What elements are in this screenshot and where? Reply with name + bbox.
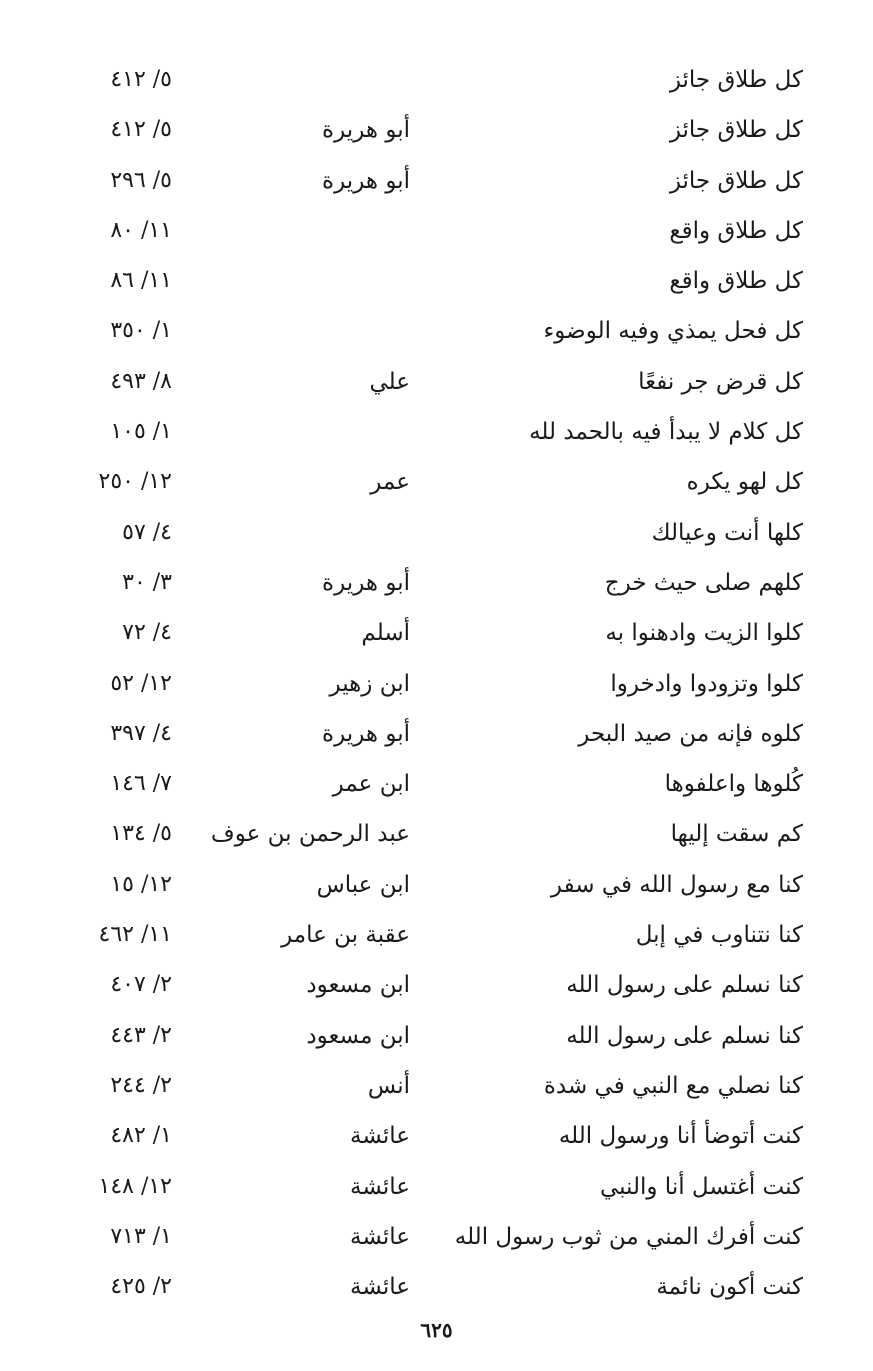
narrator-name: عائشة [350, 1173, 410, 1200]
hadith-text: كل طلاق جائز [669, 167, 803, 194]
hadith-text: كلها أنت وعيالك [651, 519, 803, 546]
volume-page-reference: ١٢/ ٢٥٠ [98, 469, 172, 495]
volume-page-reference: ٥/ ٤١٢ [110, 117, 172, 143]
hadith-text: كلهم صلى حيث خرج [604, 569, 803, 596]
volume-page-reference: ١/ ١٠٥ [110, 419, 172, 445]
volume-page-reference: ٤/ ٥٧ [122, 519, 172, 545]
hadith-text: كل طلاق واقع [669, 268, 803, 295]
hadith-text: كنا نصلي مع النبي في شدة [543, 1072, 803, 1099]
hadith-text: كنا مع رسول الله في سفر [550, 871, 803, 898]
index-row [0, 659, 873, 709]
index-row [0, 206, 873, 256]
volume-page-reference: ٧/ ١٤٦ [110, 771, 172, 797]
volume-page-reference: ٤/ ٧٢ [122, 620, 172, 646]
index-row [0, 709, 873, 759]
narrator-name: أبو هريرة [322, 167, 410, 194]
hadith-text: كنت أفرك المني من ثوب رسول الله [454, 1223, 803, 1250]
hadith-text: كنت أتوضأ أنا ورسول الله [558, 1123, 803, 1150]
narrator-name [180, 306, 410, 356]
index-row [0, 457, 873, 507]
index-row [0, 960, 873, 1010]
narrator-name [180, 55, 410, 105]
volume-page-reference: ١٢/ ٥٢ [110, 670, 172, 696]
narrator-name [180, 206, 410, 256]
hadith-text: كنا نتناوب في إبل [635, 922, 803, 949]
hadith-text: كنا نسلم على رسول الله [566, 972, 803, 999]
narrator-name: ابن مسعود [306, 972, 410, 999]
hadith-text: كلوا وتزودوا وادخروا [610, 670, 803, 697]
index-row [0, 55, 873, 105]
narrator-name: أنس [367, 1072, 410, 1099]
narrator-name: ابن مسعود [306, 1022, 410, 1049]
narrator-name: علي [369, 368, 410, 395]
hadith-text: كلوا الزيت وادهنوا به [605, 620, 803, 647]
narrator-name: أسلم [361, 620, 410, 647]
index-row [0, 407, 873, 457]
index-row [0, 1111, 873, 1161]
index-row [0, 1162, 873, 1212]
hadith-text: كل طلاق جائز [669, 67, 803, 93]
volume-page-reference: ٥/ ٢٩٦ [110, 167, 172, 193]
narrator-name: عبد الرحمن بن عوف [210, 821, 410, 848]
index-row [0, 809, 873, 859]
index-row [0, 1061, 873, 1111]
index-row [0, 558, 873, 608]
index-row [0, 357, 873, 407]
index-row [0, 910, 873, 960]
hadith-text: كل لهو يكره [686, 469, 803, 496]
narrator-name: عائشة [350, 1223, 410, 1250]
narrator-name: ابن عباس [316, 871, 410, 898]
narrator-name: أبو هريرة [322, 720, 410, 747]
volume-page-reference: ٥/ ١٣٤ [110, 821, 172, 847]
hadith-text: كلوه فإنه من صيد البحر [578, 720, 803, 747]
narrator-name: أبو هريرة [322, 117, 410, 144]
volume-page-reference: ١/ ٤٨٢ [110, 1123, 172, 1149]
index-row [0, 759, 873, 809]
hadith-text: كنا نسلم على رسول الله [566, 1022, 803, 1049]
index-row [0, 1262, 873, 1312]
volume-page-reference: ١١/ ٤٦٢ [98, 922, 172, 948]
volume-page-reference: ١٢/ ١٥ [110, 871, 172, 897]
narrator-name: عائشة [350, 1274, 410, 1301]
narrator-name: عقبة بن عامر [281, 922, 410, 949]
volume-page-reference: ٨/ ٤٩٣ [110, 368, 172, 394]
narrator-name: ابن زهير [329, 670, 410, 697]
hadith-text: كنت أغتسل أنا والنبي [599, 1173, 803, 1200]
volume-page-reference: ١١/ ٨٠ [110, 217, 172, 243]
volume-page-reference: ١١/ ٨٦ [110, 268, 172, 294]
index-row [0, 1212, 873, 1262]
narrator-name: عائشة [350, 1123, 410, 1150]
volume-page-reference: ٥/ ٤١٢ [110, 67, 172, 92]
hadith-text: كل كلام لا يبدأ فيه بالحمد لله [529, 419, 803, 446]
page-number: ٦٢٥ [420, 1318, 453, 1342]
index-row [0, 1011, 873, 1061]
hadith-text: كنت أكون نائمة [656, 1274, 803, 1301]
hadith-text: كل قرض جر نفعًا [638, 368, 803, 395]
hadith-text: كل فحل يمذي وفيه الوضوء [543, 318, 803, 345]
volume-page-reference: ٢/ ٢٤٤ [110, 1072, 172, 1098]
index-row [0, 156, 873, 206]
index-row [0, 860, 873, 910]
hadith-text: كل طلاق واقع [669, 217, 803, 244]
hadith-text: كل طلاق جائز [669, 117, 803, 144]
narrator-name: ابن عمر [332, 771, 410, 798]
narrator-name [180, 407, 410, 457]
hadith-text: كم سقت إليها [670, 821, 803, 848]
index-table [0, 55, 873, 1312]
index-row [0, 608, 873, 658]
volume-page-reference: ٢/ ٤٠٧ [110, 972, 172, 998]
volume-page-reference: ١/ ٣٥٠ [110, 318, 172, 344]
volume-page-reference: ١/ ٧١٣ [110, 1223, 172, 1249]
volume-page-reference: ١٢/ ١٤٨ [98, 1173, 172, 1199]
volume-page-reference: ٤/ ٣٩٧ [110, 720, 172, 746]
narrator-name [180, 508, 410, 558]
index-row [0, 306, 873, 356]
narrator-name: أبو هريرة [322, 569, 410, 596]
index-row [0, 508, 873, 558]
volume-page-reference: ٢/ ٤٤٣ [110, 1022, 172, 1048]
narrator-name [180, 256, 410, 306]
index-row [0, 105, 873, 155]
volume-page-reference: ٢/ ٤٢٥ [110, 1274, 172, 1300]
narrator-name: عمر [370, 469, 410, 496]
volume-page-reference: ٣/ ٣٠ [122, 569, 172, 595]
index-row [0, 256, 873, 306]
hadith-text: كُلوها واعلفوها [664, 771, 803, 798]
